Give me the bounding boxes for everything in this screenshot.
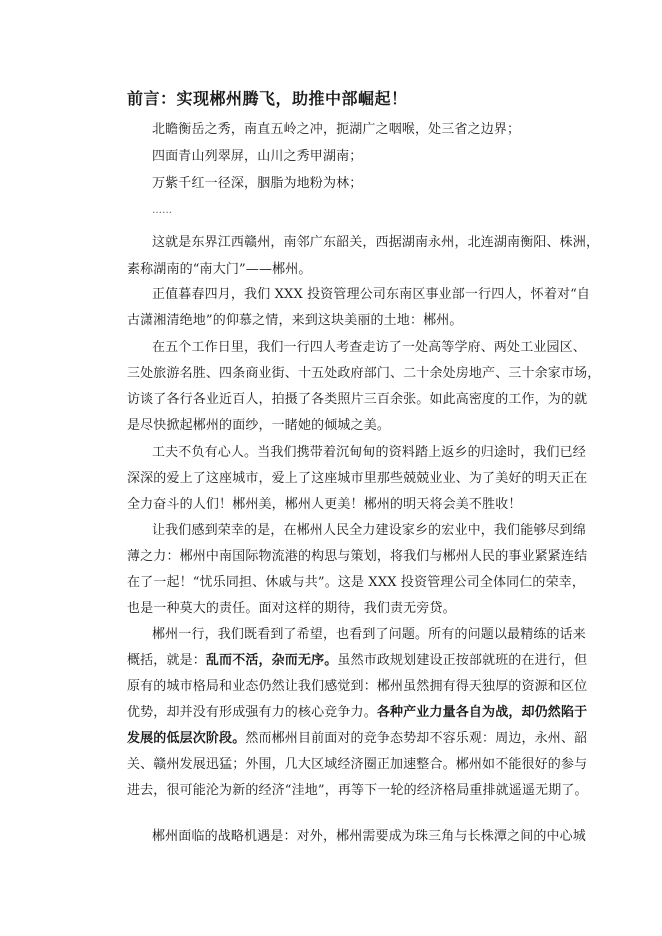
paragraph-line: 这就是东界江西赣州，南邻广东韶关，西据湖南永州，北连湖南衡阳、株洲， <box>152 235 600 250</box>
paragraph-line: 工夫不负有心人。当我们携带着沉甸甸的资料踏上返乡的归途时，我们已经 <box>152 445 586 460</box>
text-run: 概括，就是： <box>127 653 206 668</box>
paragraph-line <box>127 652 587 670</box>
paragraph-line <box>127 704 587 722</box>
poem-line: 四面青山列翠屏，山川之秀甲湖南； <box>152 149 363 164</box>
text-run: 虽然市政规划建设正按部就班的在进行，但 <box>337 653 588 668</box>
emphasis-text: 各种产业力量各自为战，却仍然陷于 <box>376 705 588 720</box>
poem-line: 北瞻衡岳之秀，南直五岭之冲，扼湖广之咽喉，处三省之边界； <box>152 122 521 137</box>
poem-line: 万紫千红一径深，胭脂为地粉为林； <box>152 176 363 191</box>
text-run: 然而郴州目前面对的竞争态势却不容乐观：周边，永州、韶 <box>245 731 588 746</box>
paragraph-line: 在了一起！“忧乐同担、休戚与共”。这是 XXX 投资管理公司全体同仁的荣幸， <box>127 575 586 590</box>
paragraph-line: 原有的城市格局和业态仍然让我们感觉到：郴州虽然拥有得天独厚的资源和区位 <box>127 679 588 694</box>
paragraph-line: 深深的爱上了这座城市，爱上了这座城市里那些兢兢业业、为了美好的明天正在 <box>127 471 588 486</box>
paragraph-line: 也是一种莫大的责任。面对这样的期待，我们责无旁贷。 <box>127 601 456 616</box>
paragraph-line: 古潇湘清绝地”的仰慕之情，来到这块美丽的土地：郴州。 <box>127 313 463 328</box>
paragraph-line <box>127 730 587 748</box>
emphasis-text: 发展的低层次阶段。 <box>127 731 246 746</box>
paragraph-line: 让我们感到荣幸的是，在郴州人民全力建设家乡的宏业中，我们能够尽到绵 <box>152 523 586 538</box>
paragraph-line: 郴州面临的战略机遇是：对外，郴州需要成为珠三角与长株潭之间的中心城 <box>152 829 586 844</box>
paragraph-line: 素称湖南的“南大门”——郴州。 <box>127 262 312 277</box>
paragraph-line: 正值暮春四月，我们 XXX 投资管理公司东南区事业部一行四人，怀着对“自 <box>152 287 591 302</box>
paragraph-line: 访谈了各行各业近百人，拍摄了各类照片三百余张。如此高密度的工作，为的就 <box>127 392 588 407</box>
paragraph-line: 郴州一行，我们既看到了希望，也看到了问题。所有的问题以最精练的话来 <box>152 627 586 642</box>
paragraph-line: 在五个工作日里，我们一行四人考查走访了一处高等学府、两处工业园区、 <box>152 340 586 355</box>
paragraph-line: 关、赣州发展迅猛；外围，几大区域经济圈正加速整合。郴州如不能很好的参与 <box>127 757 588 772</box>
emphasis-text: 乱而不活，杂而无序。 <box>205 653 338 668</box>
paragraph-line: 三处旅游名胜、四条商业街、十五处政府部门、二十余处房地产、三十余家市场， <box>127 366 601 381</box>
paragraph-line: 薄之力：郴州中南国际物流港的构思与策划，将我们与郴州人民的事业紧紧连结 <box>127 549 588 564</box>
document-title: 前言：实现郴州腾飞，助推中部崛起！ <box>127 89 408 108</box>
paragraph-line: 进去，很可能沦为新的经济“洼地”，再等下一轮的经济格局重排就遥遥无期了。 <box>127 783 588 798</box>
text-run: 优势，却并没有形成强有力的核心竞争力。 <box>127 705 377 720</box>
poem-ellipsis: …… <box>152 205 173 216</box>
paragraph-line: 全力奋斗的人们！郴州美，郴州人更美！郴州的明天将会美不胜收！ <box>127 497 522 512</box>
paragraph-line: 是尽快掀起郴州的面纱，一睹她的倾城之美。 <box>127 418 391 433</box>
